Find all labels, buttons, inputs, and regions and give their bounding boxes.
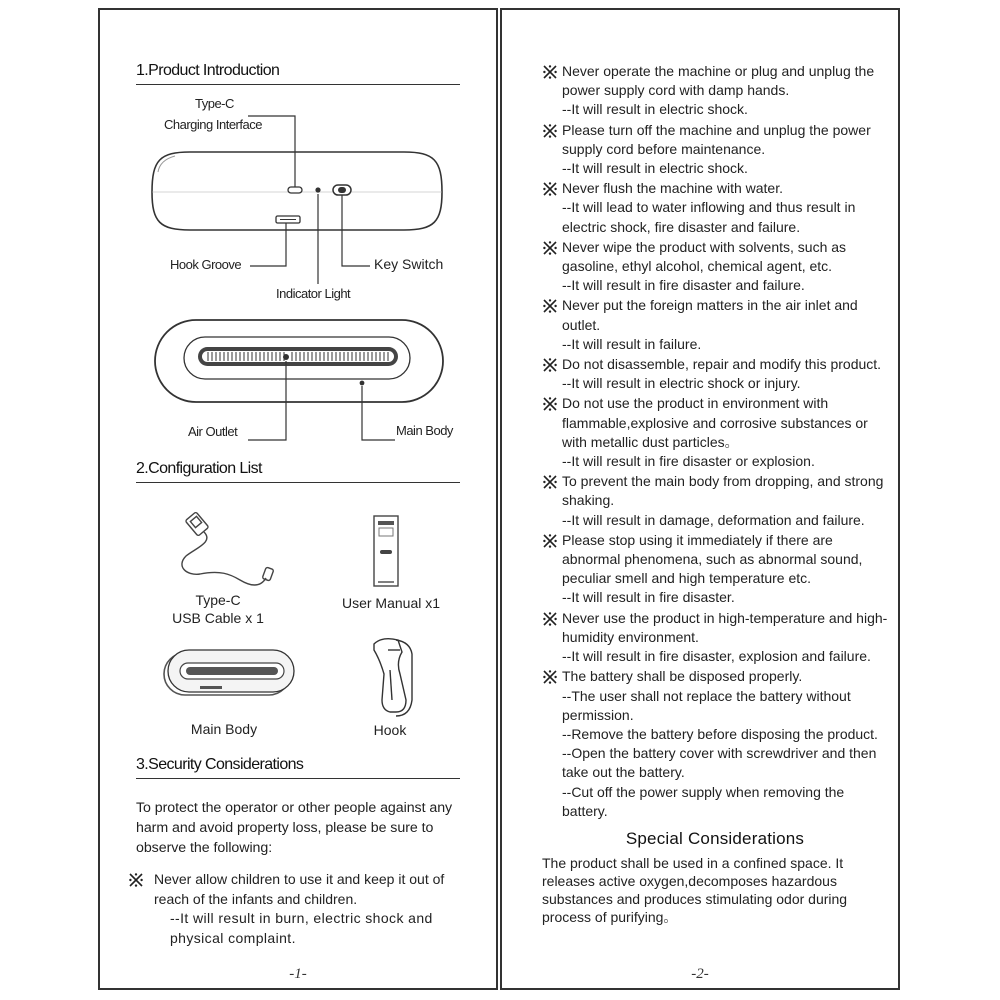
warning-result: --It will result in fire disaster.	[562, 589, 735, 606]
config-label-main-body: Main Body	[190, 721, 258, 737]
warning-mark-icon	[542, 123, 558, 139]
warning-mark-icon	[542, 64, 558, 80]
security-intro-text: To protect the operator or other people against any harm and avoid property loss, please be sure to observe the following:	[136, 800, 453, 856]
label-key-switch: Key Switch	[374, 256, 444, 272]
main-body-icon	[164, 650, 294, 695]
warning-text: Do not disassemble, repair and modify this product.	[562, 356, 882, 373]
warning-item	[542, 121, 888, 179]
warning-mark-icon	[128, 872, 144, 888]
warning-item	[542, 609, 888, 667]
hook-icon	[374, 639, 412, 716]
user-manual-icon	[374, 516, 398, 586]
configuration-illustrations	[100, 10, 498, 770]
warning-result: --It will result in fire disaster and failure.	[562, 277, 805, 294]
warning-mark-icon	[542, 669, 558, 685]
warning-text: Never flush the machine with water.	[562, 180, 783, 197]
warning-text: To prevent the main body from dropping, and strong shaking.	[562, 473, 884, 509]
warning-text: The battery shall be disposed properly.	[562, 668, 803, 685]
warning-result: --It will result in electric shock.	[562, 101, 748, 118]
warning-text: Never use the product in high-temperature and high-humidity environment.	[562, 609, 888, 645]
warning-item	[542, 531, 888, 608]
label-air-outlet: Air Outlet	[188, 424, 238, 439]
warning-item	[542, 238, 888, 296]
config-label-cable-line1: Type-C	[195, 592, 241, 608]
warning-result: --It will result in fire disaster or explosion.	[562, 453, 815, 470]
label-hook-groove: Hook Groove	[170, 257, 242, 272]
warning-result: --It will result in electric shock.	[562, 160, 748, 177]
warning-item	[542, 472, 888, 530]
warning-item	[542, 62, 888, 120]
warning-result: --It will result in electric shock or injury.	[562, 375, 801, 392]
label-main-body: Main Body	[396, 423, 453, 438]
warning-text: Please turn off the machine and unplug the power supply cord before maintenance.	[562, 121, 871, 157]
special-considerations-body: The product shall be used in a confined space. It releases active oxygen,decomposes hazardous substances and produces stimulating odor during process of purifying。	[542, 855, 848, 926]
warning-item	[542, 296, 888, 354]
warnings-list	[542, 62, 888, 926]
warning-result: --The user shall not replace the battery without permission.	[562, 687, 851, 723]
usb-cable-icon	[182, 512, 274, 585]
warning-mark-icon	[542, 298, 558, 314]
warning-result: --Open the battery cover with screwdriver and then take out the battery.	[562, 745, 877, 781]
warning-text: Never put the foreign matters in the air inlet and outlet.	[562, 297, 858, 333]
warning-text: Do not use the product in environment with flammable,explosive and corrosive substances or with metallic dust particles。	[562, 395, 868, 450]
warning-mark-icon	[542, 533, 558, 549]
warning-mark-icon	[542, 396, 558, 412]
warning-mark-icon	[542, 240, 558, 256]
manual-page-1	[98, 8, 498, 990]
config-label-hook: Hook	[373, 722, 407, 738]
warning-mark-icon	[542, 474, 558, 490]
special-considerations-title: Special Considerations	[625, 828, 805, 848]
warning-result: --It will result in damage, deformation and failure.	[562, 511, 865, 528]
warning-item	[542, 355, 888, 393]
warning-result: --Remove the battery before disposing the product.	[562, 725, 878, 742]
warning-result: --It will result in burn, electric shock and physical complaint.	[170, 910, 433, 946]
section-title-product-introduction: 1.Product Introduction	[136, 62, 460, 85]
warning-result: --It will lead to water inflowing and thus result in electric shock, fire disaster and failure.	[562, 199, 856, 235]
first-warning	[154, 870, 470, 948]
warning-text: Never allow children to use it and keep it out of reach of the infants and children.	[154, 871, 445, 907]
warning-mark-icon	[542, 357, 558, 373]
warning-item	[542, 179, 888, 237]
page-number: -2-	[691, 966, 709, 982]
warning-result: --Cut off the power supply when removing the battery.	[562, 783, 845, 819]
page-number: -1-	[289, 966, 307, 982]
warning-text: Never operate the machine or plug and unplug the power supply cord with damp hands.	[562, 63, 875, 99]
warning-item	[542, 667, 888, 821]
config-label-user-manual: User Manual x1	[341, 595, 441, 611]
label-indicator-light: Indicator Light	[276, 286, 351, 301]
config-label-cable-line2: USB Cable x 1	[172, 610, 264, 626]
section-title-configuration-list: 2.Configuration List	[136, 460, 460, 483]
warning-mark-icon	[542, 181, 558, 197]
section-title-security-considerations: 3.Security Considerations	[136, 756, 460, 779]
warning-result: --It will result in fire disaster, explosion and failure.	[562, 648, 871, 665]
label-type-c: Type-C	[195, 96, 234, 111]
warning-result: --It will result in failure.	[562, 335, 702, 352]
label-charging-interface: Charging Interface	[164, 117, 262, 132]
warning-item	[542, 394, 888, 471]
manual-page-2	[500, 8, 900, 990]
warning-mark-icon	[542, 611, 558, 627]
warning-text: Never wipe the product with solvents, such as gasoline, ethyl alcohol, chemical agent, etc.	[562, 238, 847, 275]
warning-text: Please stop using it immediately if there are abnormal phenomena, such as abnormal sound, peculiar smell and high temperature etc.	[562, 531, 863, 587]
